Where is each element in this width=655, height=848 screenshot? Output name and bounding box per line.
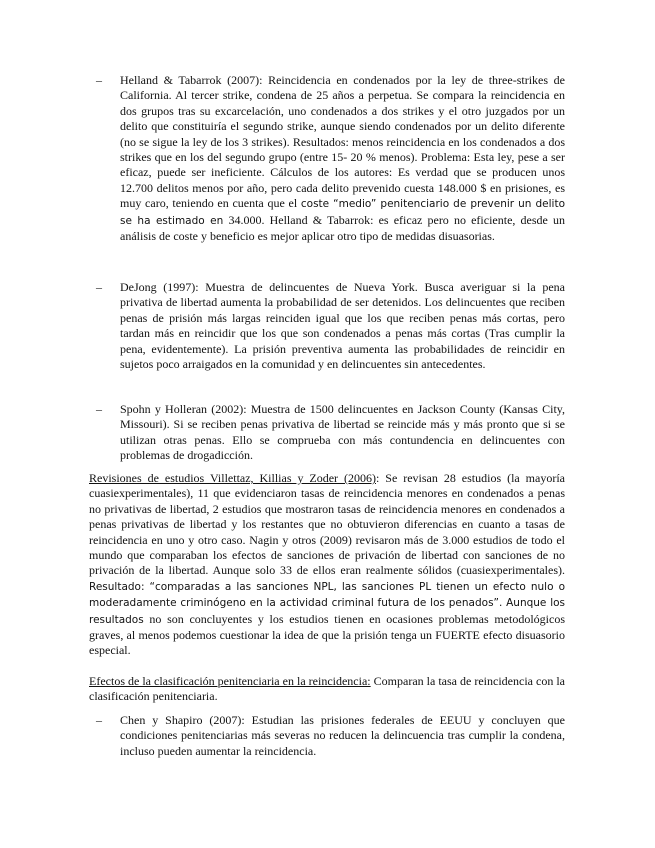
list-item-text: Chen y Shapiro (2007): Estudian las prisiones federales de EEUU y concluyen que condiciones penitenciarias más severas no reducen la delincuencia tras cumplir la condena, incluso pueden aumentar la reincidencia. bbox=[120, 713, 565, 758]
dash-marker: – bbox=[96, 713, 102, 727]
text-run: 34.000. Helland & Tabarrok: es eficaz pero no eficiente, desde un análisis de coste y beneficio es mejor aplicar otro tipo de medidas disuasorias. bbox=[120, 212, 565, 244]
list-item-text: Spohn y Holleran (2002): Muestra de 1500 delincuentes en Jackson County (Kansas City, Missouri). Si se reciben penas privativa de libertad se reincide más y más pronto que si se utilizan otras penas. Ello se comprueba con más contundencia en delincuentes con problemas de drogadicción. bbox=[120, 402, 565, 463]
paragraph-revisiones bbox=[89, 471, 565, 659]
list-item-helland bbox=[96, 73, 565, 244]
list-item-chen bbox=[96, 713, 565, 759]
section-heading-revisiones: Revisiones de estudios Villettaz, Killias y Zoder (2006) bbox=[89, 471, 376, 485]
section-heading-efectos: Efectos de la clasificación penitenciaria en la reincidencia: bbox=[89, 674, 371, 688]
list-item-text bbox=[120, 73, 565, 244]
text-run: : Se revisan 28 estudios (la mayoría cuasiexperimentales), 11 que evidenciaron tasas de reincidencia menores en condenados a penas no privativas de libertad, 2 estudios que mostraron tasas de reincidencia menores en condenados a penas privativas de libertad y los restantes que no obtuvieron diferencias en cuanto a tasas de reincidencia en uno y otro caso. Nagin y otros (2009) revisaron más de 3.000 estudios de todo el mundo que comparaban los efectos de sanciones de privación de libertad con sanciones de no privación de la libertad. Aunque solo 33 de ellos eran realmente sólidos (cuasiexperimentales). bbox=[89, 471, 565, 578]
dash-marker: – bbox=[96, 280, 102, 294]
text-run-alt-font: Resultado: “comparadas a las sanciones NPL, las sanciones PL tienen un efecto nulo o moderadamente criminógeno en la actividad criminal futura de los penados”. Aunque los resultados bbox=[89, 580, 565, 626]
list-item-dejong bbox=[96, 280, 565, 372]
text-run: no son concluyentes y los estudios tienen en ocasiones problemas metodológicos graves, al menos podemos cuestionar la idea de que la prisión tenga un FUERTE efecto disuasorio especial. bbox=[89, 611, 565, 658]
dash-marker: – bbox=[96, 402, 102, 416]
text-run-alt-font: coste “medio” penitenciario de prevenir un delito se ha estimado en bbox=[120, 198, 565, 227]
dash-marker: – bbox=[96, 73, 102, 87]
text-run: Helland & Tabarrok (2007): Reincidencia en condenados por la ley de three-strikes de California. Al tercer strike, condena de 25 años a perpetua. Se compara la reincidencia en dos grupos tras su excarcelación, uno condenados a dos strikes y el otro juzgados por un delito que constituiría el segundo strike, aunque siendo condenados por un delito diferente (no se sigue la ley de los 3 strikes). Resultados: menos reincidencia en los condenados a dos strikes que en los del segundo grupo (entre 15- 20 % menos). Problema: Esta ley, pese a ser eficaz, puede ser ineficiente. Cálculos de los autores: Es verdad que se producen unos 12.700 delitos menos por año, pero cada delito prevenido cuesta 148.000 $ en prisiones, es muy caro, teniendo en cuenta que el bbox=[120, 73, 565, 211]
text-run: Comparan la tasa de reincidencia con la clasificación penitenciaria. bbox=[89, 674, 566, 704]
paragraph-efectos bbox=[89, 674, 565, 705]
list-item-spohn bbox=[96, 402, 565, 464]
list-item-text: DeJong (1997): Muestra de delincuentes de Nueva York. Busca averiguar si la pena privativa de libertad aumenta la probabilidad de ser detenidos. Los delincuentes que reciben penas de prisión más largas reinciden igual que los que reciben penas más cortas, pero tardan más en reincidir que los que son condenados a penas más cortas (Tras cumplir la pena, evidentemente). La prisión preventiva aumenta las probabilidades de reincidir en sujetos poco arraigados en la comunidad y en delincuentes sin antecedentes. bbox=[120, 280, 565, 372]
